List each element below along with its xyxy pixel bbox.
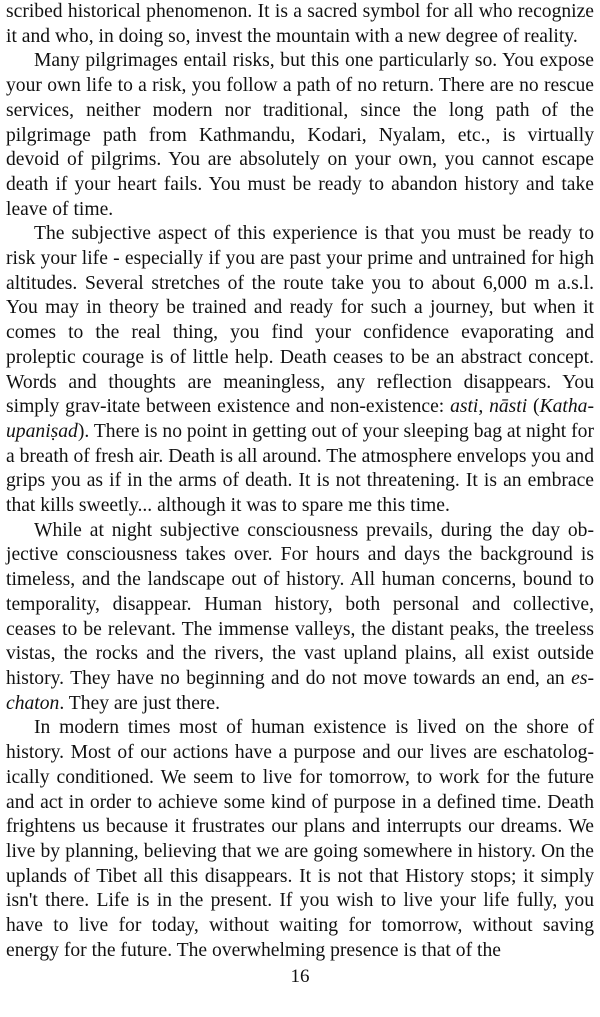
text-run: Many pilgrimages entail risks, but this one particularly so. You expose your own life to a risk, you follow a path of no return. There are no rescue services, neither modern nor traditional, since the long path of the pilgrimage path from Kathmandu, Kodari, Nyalam, etc., is virtually devoid of pilgrims. You are absolutely on your own, you cannot escape death if your heart fails. You must be ready to abandon history and take leave of time. bbox=[6, 50, 594, 220]
text-run: scribed historical phenomenon. It is a sacred symbol for all who recognize it and who, in doing so, invest the mountain with a new degree of reality. bbox=[6, 1, 594, 47]
text-run: While at night subjective consciousness prevails, during the day ob-jective consciousness takes over. For hours and days the background is timeless, and the landscape out of history. All human concerns, bound to temporality, disappear. Human history, both personal and collective, ceases to be relevant. The immense valleys, the distant peaks, the treeless vistas, the rocks and the rivers, the vast upland plains, all exist outside history. They have no beginning and do not move towards an end, an bbox=[6, 519, 594, 689]
paragraph bbox=[6, 0, 594, 49]
paragraph bbox=[6, 222, 594, 518]
body-text bbox=[6, 0, 594, 963]
text-run: The subjective aspect of this experience is that you must be ready to risk your life - especially if you are past your prime and untrained for high altitudes. Several stretches of the route take you to about 6,000 m a.s.l. You may in theory be trained and ready for such a journey, but when it comes to the real thing, you find your confidence evaporating and proleptic courage is of little help. Death ceases to be an abstract concept. Words and thoughts are meaningless, any reflection disappears. You simply grav-itate between existence and non-existence: bbox=[6, 223, 594, 418]
text-run: ). There is no point in getting out of your sleeping bag at night for a breath of fresh air. Death is all around. The atmosphere envelops you and grips you as if in the arms of death. It is not threatening. It is an embrace that kills sweetly... although it was to spare me this time. bbox=[6, 420, 594, 517]
text-run: ( bbox=[527, 396, 540, 418]
paragraph bbox=[6, 716, 594, 963]
italic-term: es-chaton bbox=[6, 667, 594, 714]
text-run: In modern times most of human existence is lived on the shore of history. Most of our actions have a purpose and our lives are eschatolog-ically conditioned. We seem to live for tomorrow, to work for the future and act in order to achieve some kind of purpose in a defined time. Death frightens us because it frustrates our plans and interrupts our dreams. We live by planning, believing that we are going somewhere in history. On the uplands of Tibet all this disappears. It is not that History stops; it simply isn't there. Life is in the present. If you wish to live your life fully, you have to live for today, without waiting for tomorrow, without saving energy for the future. The overwhelming presence is that of the bbox=[6, 717, 594, 961]
text-run: . They are just there. bbox=[59, 692, 221, 714]
paragraph bbox=[6, 49, 594, 222]
italic-term: Katha-upaniṣad bbox=[6, 396, 594, 442]
paragraph bbox=[6, 519, 594, 717]
italic-term: asti, nāsti bbox=[450, 396, 528, 418]
page-number: 16 bbox=[290, 966, 310, 987]
